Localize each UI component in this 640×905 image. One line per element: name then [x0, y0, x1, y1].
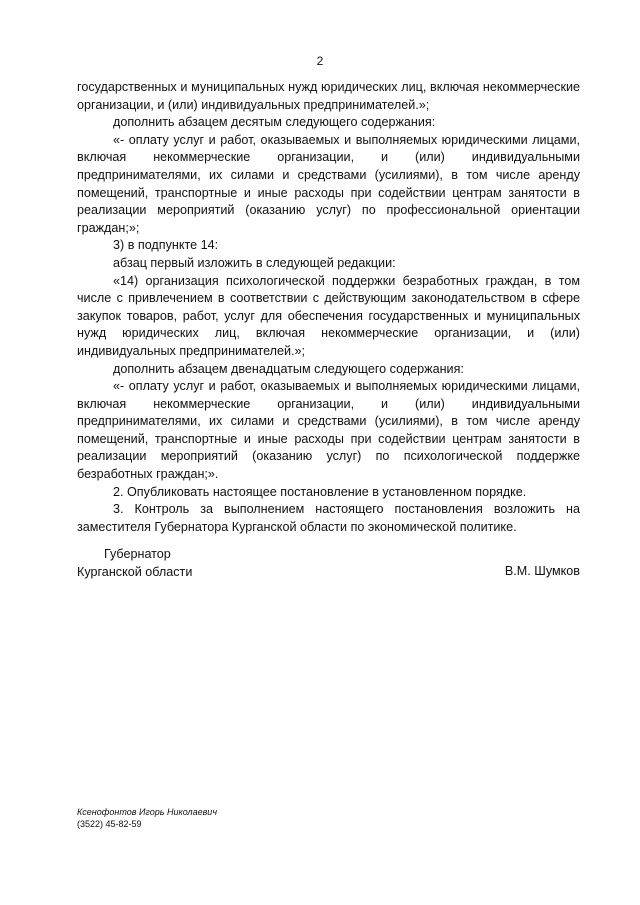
- executor-footer: [77, 806, 217, 830]
- paragraph: государственных и муниципальных нужд юридических лиц, включая некоммерческие организации, и (или) индивидуальных предпринимателей.»;: [77, 80, 580, 112]
- paragraph: 2. Опубликовать настоящее постановление в установленном порядке.: [113, 484, 527, 499]
- paragraph: «14) организация психологической поддержки безработных граждан, в том числе с привлечением в соответствии с действующим законодательством в сфере закупок товаров, работ, услуг для обеспечения государственных и муниципальных нужд юридических лиц, включая некоммерческие организации, и (или) индивидуальных предпринимателей.»;: [77, 273, 580, 358]
- paragraph: дополнить абзацем десятым следующего содержания:: [113, 115, 436, 130]
- paragraph: абзац первый изложить в следующей редакции:: [113, 255, 396, 270]
- paragraph: «- оплату услуг и работ, оказываемых и выполняемых юридическими лицами, включая некоммерческие организации, и (или) индивидуальными предпринимателями, их силами и средствами (усилиями), в том числе аренду помещений, транспортные и иные расходы при содействии центрам занятости в реализации мероприятий (оказанию услуг) по психологической поддержке безработных граждан;».: [77, 379, 580, 482]
- paragraph: 3) в подпункте 14:: [113, 238, 219, 253]
- executor-name: Ксенофонтов Игорь Николаевич: [77, 807, 217, 817]
- page-number: 2: [316, 54, 324, 68]
- signatory-title-line-1: Губернатор: [104, 547, 171, 561]
- paragraph: «- оплату услуг и работ, оказываемых и выполняемых юридическими лицами, включая некоммерческие организации, и (или) индивидуальными предпринимателями, их силами и средствами (усилиями), в том числе аренду помещений, транспортные и иные расходы при содействии центрам занятости в реализации мероприятий (оказанию услуг) по профессиональной ориентации граждан;»;: [77, 132, 580, 235]
- signatory-name: В.М. Шумков: [504, 564, 580, 578]
- executor-phone: (3522) 45-82-59: [77, 819, 142, 829]
- signatory-title-line-2: Курганской области: [77, 564, 193, 579]
- paragraph: дополнить абзацем двенадцатым следующего содержания:: [113, 361, 464, 376]
- signatory-title: [77, 546, 192, 581]
- document-body: [77, 79, 580, 536]
- paragraph: 3. Контроль за выполнением настоящего постановления возложить на заместителя Губернатора Курганской области по экономической политике.: [77, 502, 580, 534]
